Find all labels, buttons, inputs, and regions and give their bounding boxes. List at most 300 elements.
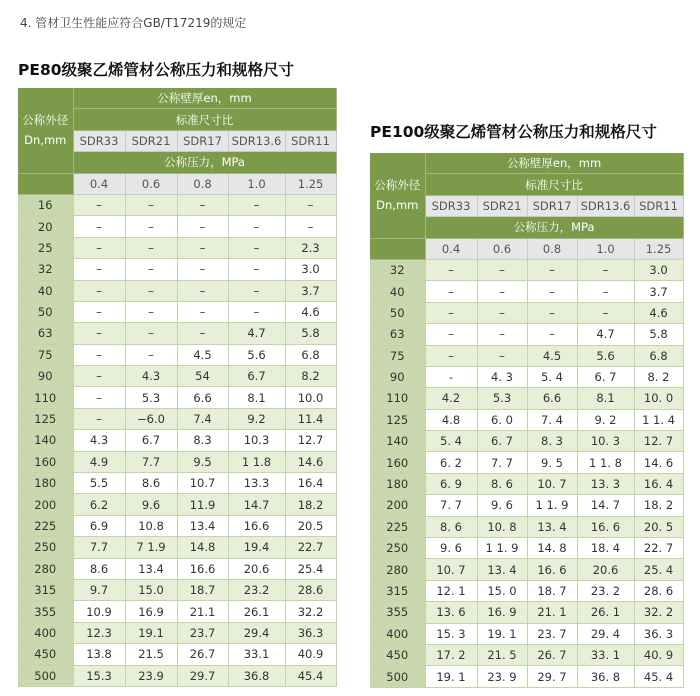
thickness-cell: 4.5 — [527, 345, 577, 366]
pe80-table-row — [18, 216, 336, 237]
thickness-cell: – — [73, 237, 125, 258]
pe80-pressure-value: 1.0 — [228, 173, 285, 194]
pe80-table-row — [18, 558, 336, 579]
pe100-corner-spacer — [370, 238, 425, 259]
dn-cell: 280 — [18, 558, 73, 579]
thickness-cell: – — [228, 216, 285, 237]
pe80-table-row — [18, 451, 336, 472]
thickness-cell: 10. 0 — [634, 388, 683, 409]
thickness-cell: 5.6 — [577, 345, 634, 366]
pe80-table-row — [18, 301, 336, 322]
thickness-cell: – — [177, 323, 228, 344]
thickness-cell: – — [228, 194, 285, 215]
thickness-cell: 13.8 — [73, 644, 125, 665]
thickness-cell: – — [177, 280, 228, 301]
thickness-cell: 9.2 — [228, 408, 285, 429]
thickness-cell: 6. 7 — [477, 431, 527, 452]
thickness-cell: 7. 7 — [425, 495, 477, 516]
thickness-cell: 6.6 — [527, 388, 577, 409]
dn-cell: 450 — [18, 644, 73, 665]
thickness-cell: – — [577, 302, 634, 323]
thickness-cell: 6.9 — [73, 515, 125, 536]
thickness-cell: 13.4 — [125, 558, 177, 579]
thickness-cell: – — [125, 259, 177, 280]
thickness-cell: 21. 5 — [477, 644, 527, 665]
thickness-cell: 23.2 — [228, 579, 285, 600]
thickness-cell: 36. 3 — [634, 623, 683, 644]
dn-cell: 90 — [18, 366, 73, 387]
pe100-table-row — [370, 259, 683, 280]
pe100-pressure-value: 0.4 — [425, 238, 477, 259]
thickness-cell: 18.7 — [177, 579, 228, 600]
pe80-sdr-value: SDR21 — [125, 130, 177, 151]
thickness-cell: – — [177, 301, 228, 322]
pe100-wall-thickness-label: 公称壁厚en，mm — [425, 153, 683, 174]
dn-cell: 500 — [370, 666, 425, 687]
thickness-cell: 5.3 — [477, 388, 527, 409]
pe100-header-row — [370, 153, 683, 174]
dn-cell: 75 — [18, 344, 73, 365]
dn-cell: 50 — [18, 301, 73, 322]
thickness-cell: 15.3 — [73, 665, 125, 686]
corner-label-line1: 公称外径 — [374, 178, 421, 193]
thickness-cell: 3.0 — [285, 259, 336, 280]
pe100-pressure-value: 1.25 — [634, 238, 683, 259]
dn-cell: 315 — [18, 579, 73, 600]
thickness-cell: 29. 4 — [577, 623, 634, 644]
pe80-pressure-value: 0.4 — [73, 173, 125, 194]
thickness-cell: – — [125, 323, 177, 344]
thickness-cell: – — [125, 301, 177, 322]
thickness-cell: 5.8 — [285, 323, 336, 344]
dn-cell: 200 — [18, 494, 73, 515]
dn-cell: 225 — [370, 516, 425, 537]
thickness-cell: 23. 9 — [477, 666, 527, 687]
dn-cell: 125 — [370, 409, 425, 430]
dn-cell: 50 — [370, 302, 425, 323]
thickness-cell: 18. 2 — [634, 495, 683, 516]
dn-cell: 400 — [18, 622, 73, 643]
pe80-sdr-value: SDR13.6 — [228, 130, 285, 151]
thickness-cell: – — [177, 216, 228, 237]
thickness-cell: 16.4 — [285, 473, 336, 494]
thickness-cell: – — [73, 344, 125, 365]
thickness-cell: 20. 5 — [634, 516, 683, 537]
thickness-cell: 5.8 — [634, 324, 683, 345]
thickness-cell: 33.1 — [228, 644, 285, 665]
dn-cell: 125 — [18, 408, 73, 429]
thickness-cell: 13. 6 — [425, 602, 477, 623]
thickness-cell: 4.6 — [634, 302, 683, 323]
thickness-cell: 8. 6 — [477, 473, 527, 494]
pe80-sdr-value: SDR33 — [73, 130, 125, 151]
pe100-header-row — [370, 238, 683, 259]
pe100-table-row — [370, 516, 683, 537]
thickness-cell: 12. 1 — [425, 580, 477, 601]
pe80-table-row — [18, 366, 336, 387]
thickness-cell: – — [425, 345, 477, 366]
thickness-cell: 7. 7 — [477, 452, 527, 473]
pe80-pressure-value: 1.25 — [285, 173, 336, 194]
thickness-cell: 29. 7 — [527, 666, 577, 687]
thickness-cell: – — [425, 324, 477, 345]
thickness-cell: 54 — [177, 366, 228, 387]
pe100-sdr-value: SDR13.6 — [577, 195, 634, 216]
thickness-cell: 7.4 — [177, 408, 228, 429]
thickness-cell: 14. 7 — [577, 495, 634, 516]
thickness-cell: – — [425, 281, 477, 302]
thickness-cell: 14.6 — [285, 451, 336, 472]
thickness-cell: – — [477, 345, 527, 366]
thickness-cell: 29.7 — [177, 665, 228, 686]
dn-cell: 20 — [18, 216, 73, 237]
pe80-corner-spacer — [18, 173, 73, 194]
pe80-spec-table — [18, 88, 337, 687]
thickness-cell: 4.3 — [73, 430, 125, 451]
thickness-cell: 20.6 — [228, 558, 285, 579]
thickness-cell: 20.6 — [577, 559, 634, 580]
thickness-cell: 6.8 — [285, 344, 336, 365]
thickness-cell: 18.2 — [285, 494, 336, 515]
thickness-cell: 40.9 — [285, 644, 336, 665]
pe100-table-row — [370, 388, 683, 409]
pe100-table-row — [370, 602, 683, 623]
dn-cell: 25 — [18, 237, 73, 258]
thickness-cell: 19.4 — [228, 537, 285, 558]
thickness-cell: 9. 6 — [425, 538, 477, 559]
pe100-table-row — [370, 345, 683, 366]
pe80-table-row — [18, 579, 336, 600]
thickness-cell: – — [73, 216, 125, 237]
thickness-cell: 8.6 — [73, 558, 125, 579]
thickness-cell: – — [477, 259, 527, 280]
pe80-table-row — [18, 280, 336, 301]
pe100-table-row — [370, 623, 683, 644]
thickness-cell: 14. 6 — [634, 452, 683, 473]
pe100-table-title: PE100级聚乙烯管材公称压力和规格尺寸 — [370, 123, 657, 141]
pe80-table-row — [18, 194, 336, 215]
thickness-cell: 10. 7 — [527, 473, 577, 494]
thickness-cell: 13. 3 — [577, 473, 634, 494]
thickness-cell: – — [73, 323, 125, 344]
thickness-cell: 5. 4 — [425, 431, 477, 452]
pe100-table-row — [370, 409, 683, 430]
thickness-cell: 5.5 — [73, 473, 125, 494]
dn-cell: 40 — [18, 280, 73, 301]
dn-cell: 400 — [370, 623, 425, 644]
thickness-cell: 23. 2 — [577, 580, 634, 601]
thickness-cell: – — [477, 302, 527, 323]
dn-cell: 180 — [18, 473, 73, 494]
thickness-cell: 26. 1 — [577, 602, 634, 623]
pe100-table-row — [370, 473, 683, 494]
thickness-cell: – — [527, 324, 577, 345]
thickness-cell: 12. 7 — [634, 431, 683, 452]
thickness-cell: 45.4 — [285, 665, 336, 686]
thickness-cell: 18. 7 — [527, 580, 577, 601]
pe100-sdr-value: SDR17 — [527, 195, 577, 216]
thickness-cell: 16.6 — [177, 558, 228, 579]
pe100-table-row — [370, 666, 683, 687]
pe80-table-row — [18, 430, 336, 451]
thickness-cell: 1 1. 8 — [577, 452, 634, 473]
pe80-table-row — [18, 601, 336, 622]
thickness-cell: 36.3 — [285, 622, 336, 643]
thickness-cell: – — [477, 281, 527, 302]
thickness-cell: – — [73, 408, 125, 429]
pe100-table-row — [370, 452, 683, 473]
thickness-cell: – — [73, 259, 125, 280]
pe80-table-row — [18, 537, 336, 558]
dn-cell: 500 — [18, 665, 73, 686]
thickness-cell: 6. 7 — [577, 366, 634, 387]
pe80-table-row — [18, 323, 336, 344]
pe80-header-row — [18, 173, 336, 194]
thickness-cell: 14.8 — [177, 537, 228, 558]
pe80-table-row — [18, 387, 336, 408]
thickness-cell: 1 1. 9 — [527, 495, 577, 516]
pe100-pressure-value: 1.0 — [577, 238, 634, 259]
thickness-cell: – — [125, 216, 177, 237]
thickness-cell: – — [73, 194, 125, 215]
thickness-cell: 6.7 — [228, 366, 285, 387]
pe100-table-row — [370, 559, 683, 580]
thickness-cell: 4.3 — [125, 366, 177, 387]
thickness-cell: – — [577, 281, 634, 302]
thickness-cell: 18. 4 — [577, 538, 634, 559]
pe100-sdr-value: SDR11 — [634, 195, 683, 216]
thickness-cell: – — [228, 301, 285, 322]
thickness-cell: – — [125, 344, 177, 365]
dn-cell: 110 — [18, 387, 73, 408]
pe80-table-row — [18, 473, 336, 494]
pe80-pressure-value: 0.6 — [125, 173, 177, 194]
thickness-cell: – — [285, 216, 336, 237]
pe100-spec-table — [370, 153, 684, 688]
pe80-pressure-value: 0.8 — [177, 173, 228, 194]
pe100-pressure-value: 0.6 — [477, 238, 527, 259]
thickness-cell: 6.8 — [634, 345, 683, 366]
thickness-cell: 5.3 — [125, 387, 177, 408]
dn-cell: 355 — [370, 602, 425, 623]
dn-cell: 32 — [370, 259, 425, 280]
thickness-cell: – — [177, 237, 228, 258]
thickness-cell: – — [125, 194, 177, 215]
thickness-cell: 3.7 — [634, 281, 683, 302]
thickness-cell: 19. 1 — [425, 666, 477, 687]
thickness-cell: 8.6 — [125, 473, 177, 494]
thickness-cell: 11.4 — [285, 408, 336, 429]
pe80-corner-cell — [18, 88, 73, 173]
thickness-cell: 15.0 — [125, 579, 177, 600]
thickness-cell: 20.5 — [285, 515, 336, 536]
thickness-cell: – — [228, 259, 285, 280]
pe100-table-row — [370, 281, 683, 302]
thickness-cell: – — [228, 280, 285, 301]
thickness-cell: 23.7 — [177, 622, 228, 643]
thickness-cell: – — [527, 281, 577, 302]
thickness-cell: 1 1.8 — [228, 451, 285, 472]
dn-cell: 315 — [370, 580, 425, 601]
thickness-cell: 4. 3 — [477, 366, 527, 387]
dn-cell: 200 — [370, 495, 425, 516]
pe100-sdr-value: SDR21 — [477, 195, 527, 216]
thickness-cell: 4.8 — [425, 409, 477, 430]
pe100-table-row — [370, 366, 683, 387]
thickness-cell: 8.1 — [228, 387, 285, 408]
thickness-cell: 8. 3 — [527, 431, 577, 452]
pe80-sdr-value: SDR11 — [285, 130, 336, 151]
thickness-cell: – — [527, 302, 577, 323]
corner-label-line2: Dn,mm — [376, 198, 419, 213]
thickness-cell: 13.4 — [177, 515, 228, 536]
thickness-cell: 3.7 — [285, 280, 336, 301]
thickness-cell: 21. 1 — [527, 602, 577, 623]
thickness-cell: 1 1. 9 — [477, 538, 527, 559]
thickness-cell: 10.9 — [73, 601, 125, 622]
thickness-cell: 13. 4 — [477, 559, 527, 580]
dn-cell: 160 — [370, 452, 425, 473]
thickness-cell: 23. 7 — [527, 623, 577, 644]
thickness-cell: 4.5 — [177, 344, 228, 365]
pe100-table-row — [370, 644, 683, 665]
thickness-cell: 16.9 — [125, 601, 177, 622]
thickness-cell: – — [285, 194, 336, 215]
dn-cell: 225 — [18, 515, 73, 536]
pe100-sdr-label: 标准尺寸比 — [425, 174, 683, 195]
thickness-cell: 36.8 — [228, 665, 285, 686]
thickness-cell: – — [125, 280, 177, 301]
pe80-table-row — [18, 622, 336, 643]
thickness-cell: - — [425, 366, 477, 387]
pe80-table-row — [18, 344, 336, 365]
thickness-cell: – — [73, 280, 125, 301]
dn-cell: 140 — [18, 430, 73, 451]
thickness-cell: 11.9 — [177, 494, 228, 515]
thickness-cell: 17. 2 — [425, 644, 477, 665]
dn-cell: 140 — [370, 431, 425, 452]
thickness-cell: 8. 2 — [634, 366, 683, 387]
thickness-cell: 9.5 — [177, 451, 228, 472]
dn-cell: 355 — [18, 601, 73, 622]
thickness-cell: – — [177, 194, 228, 215]
thickness-cell: 23.9 — [125, 665, 177, 686]
dn-cell: 16 — [18, 194, 73, 215]
corner-label-line2: Dn,mm — [24, 133, 67, 148]
thickness-cell: – — [425, 259, 477, 280]
pe80-table-row — [18, 515, 336, 536]
thickness-cell: 7 1.9 — [125, 537, 177, 558]
pe100-pressure-value: 0.8 — [527, 238, 577, 259]
thickness-cell: 6. 0 — [477, 409, 527, 430]
thickness-cell: 22. 7 — [634, 538, 683, 559]
thickness-cell: 6.2 — [73, 494, 125, 515]
thickness-cell: 4.7 — [577, 324, 634, 345]
pe100-table-row — [370, 324, 683, 345]
dn-cell: 250 — [18, 537, 73, 558]
thickness-cell: 9. 5 — [527, 452, 577, 473]
thickness-cell: 12.3 — [73, 622, 125, 643]
thickness-cell: 5.6 — [228, 344, 285, 365]
thickness-cell: 21.1 — [177, 601, 228, 622]
thickness-cell: 8. 6 — [425, 516, 477, 537]
pe100-table-row — [370, 495, 683, 516]
thickness-cell: 9. 6 — [477, 495, 527, 516]
thickness-cell: 16. 9 — [477, 602, 527, 623]
thickness-cell: 7.7 — [125, 451, 177, 472]
thickness-cell: 25. 4 — [634, 559, 683, 580]
pe100-pressure-label: 公称压力，MPa — [425, 217, 683, 238]
corner-label-line1: 公称外径 — [22, 113, 69, 128]
pe80-table-title: PE80级聚乙烯管材公称压力和规格尺寸 — [18, 61, 295, 79]
thickness-cell: 4.6 — [285, 301, 336, 322]
pe100-table-row — [370, 538, 683, 559]
thickness-cell: – — [577, 259, 634, 280]
thickness-cell: 28. 6 — [634, 580, 683, 601]
thickness-cell: 10.3 — [228, 430, 285, 451]
thickness-cell: 16. 4 — [634, 473, 683, 494]
pe80-table-row — [18, 408, 336, 429]
thickness-cell: – — [73, 387, 125, 408]
pe100-table-row — [370, 431, 683, 452]
thickness-cell: 21.5 — [125, 644, 177, 665]
thickness-cell: 2.3 — [285, 237, 336, 258]
pe100-table-row — [370, 580, 683, 601]
thickness-cell: 6. 9 — [425, 473, 477, 494]
thickness-cell: 8.2 — [285, 366, 336, 387]
dn-cell: 32 — [18, 259, 73, 280]
thickness-cell: 40. 9 — [634, 644, 683, 665]
thickness-cell: 8.1 — [577, 388, 634, 409]
thickness-cell: 29.4 — [228, 622, 285, 643]
thickness-cell: – — [73, 301, 125, 322]
thickness-cell: 7.7 — [73, 537, 125, 558]
thickness-cell: 22.7 — [285, 537, 336, 558]
pe80-table-row — [18, 665, 336, 686]
pe80-table-row — [18, 494, 336, 515]
dn-cell: 63 — [18, 323, 73, 344]
thickness-cell: 4.9 — [73, 451, 125, 472]
pe100-corner-cell — [370, 153, 425, 238]
pe80-sdr-label: 标准尺寸比 — [73, 109, 336, 130]
thickness-cell: 14. 8 — [527, 538, 577, 559]
thickness-cell: – — [177, 259, 228, 280]
thickness-cell: 10.0 — [285, 387, 336, 408]
pe80-table-row — [18, 237, 336, 258]
thickness-cell: 13. 4 — [527, 516, 577, 537]
thickness-cell: 45. 4 — [634, 666, 683, 687]
thickness-cell: 16.6 — [228, 515, 285, 536]
thickness-cell: 16. 6 — [577, 516, 634, 537]
thickness-cell: 28.6 — [285, 579, 336, 600]
thickness-cell: 4.2 — [425, 388, 477, 409]
thickness-cell: – — [228, 237, 285, 258]
thickness-cell: 12.7 — [285, 430, 336, 451]
thickness-cell: 9. 2 — [577, 409, 634, 430]
thickness-cell: – — [527, 259, 577, 280]
thickness-cell: 25.4 — [285, 558, 336, 579]
pe100-sdr-value: SDR33 — [425, 195, 477, 216]
dn-cell: 75 — [370, 345, 425, 366]
thickness-cell: 5. 4 — [527, 366, 577, 387]
thickness-cell: 10.8 — [125, 515, 177, 536]
pe80-sdr-value: SDR17 — [177, 130, 228, 151]
dn-cell: 450 — [370, 644, 425, 665]
pe80-table-row — [18, 644, 336, 665]
thickness-cell: 26. 7 — [527, 644, 577, 665]
thickness-cell: 6. 2 — [425, 452, 477, 473]
thickness-cell: 1 1. 4 — [634, 409, 683, 430]
